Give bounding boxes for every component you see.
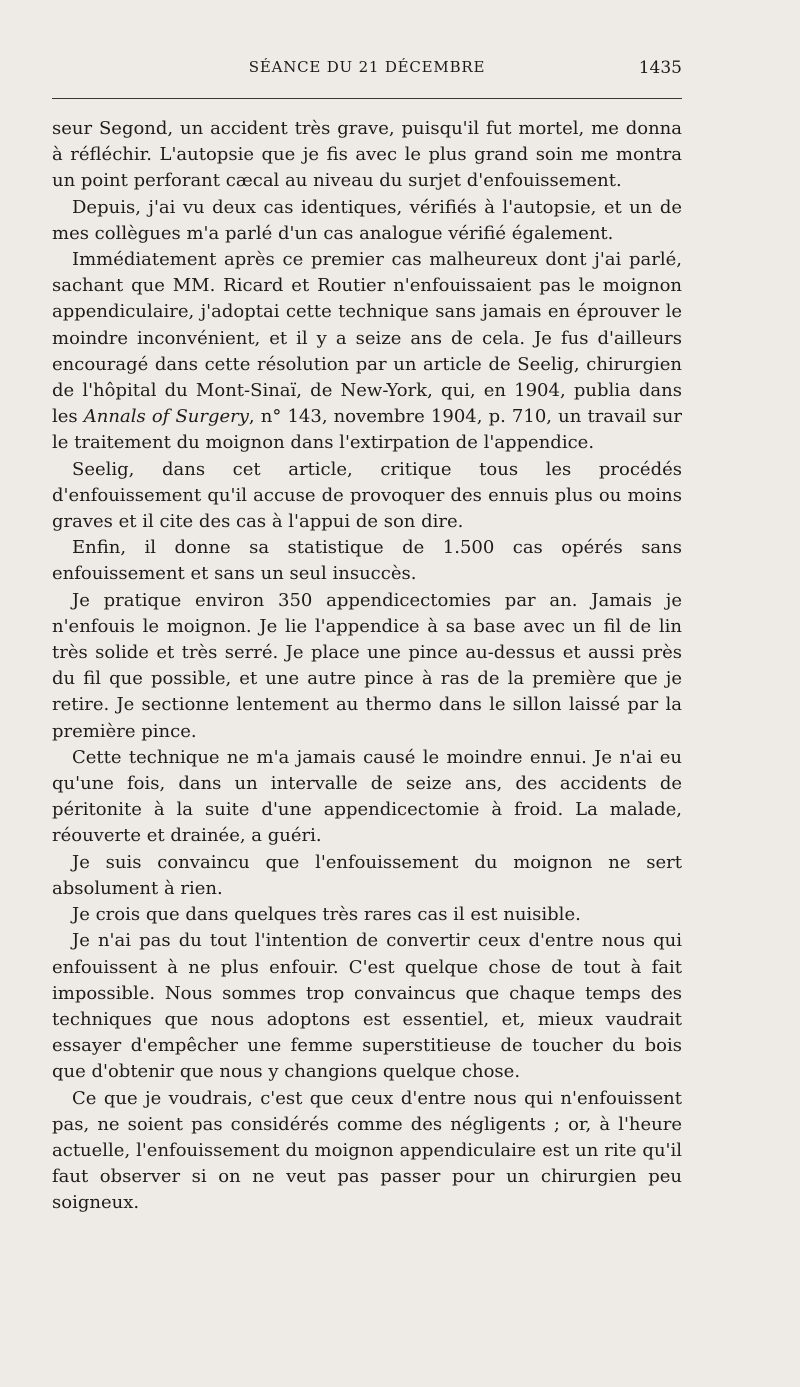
paragraph: Seelig, dans cet article, critique tous les procédés d'enfouissement qu'il accuse de provoquer des ennuis plus ou moins graves et il cite des cas à l'appui de son dire. (52, 458, 682, 533)
paragraph: Depuis, j'ai vu deux cas identiques, vérifiés à l'autopsie, et un de mes collègues m'a parlé d'un cas analogue vérifié également. (52, 196, 682, 244)
paragraph: Ce que je voudrais, c'est que ceux d'entre nous qui n'enfouissent pas, ne soient pas considérés comme des négligents ; or, à l'heure actuelle, l'enfouissement du moignon appendiculaire est un rite qu'il faut observer si on ne veut pas passer pour un chirurgien peu soigneux. (52, 1087, 682, 1214)
header-title: SÉANCE DU 21 DÉCEMBRE (248, 58, 486, 76)
body-text (52, 116, 682, 1217)
paragraph-text: , n° 143, novembre 1904, p. 710, un travail sur le traitement du moignon dans l'extirpation de l'appendice. (52, 406, 682, 454)
paragraph: Je suis convaincu que l'enfouissement du moignon ne sert absolument à rien. (52, 851, 682, 899)
paragraph-text: Immédiatement après ce premier cas malheureux dont j'ai parlé, sachant que MM. Ricard et Routier n'enfouissaient pas le moignon appendiculaire, j'adoptai cette technique sans jamais en éprouver le moindre inconvénient, et il y a seize ans de cela. Je fus d'ailleurs encouragé dans cette résolution par un article de Seelig, chirurgien de l'hôpital du Mont-Sinaï, de New-York, qui, en 1904, publia dans les (52, 249, 682, 428)
paragraph-continuation: seur Segond, un accident très grave, puisqu'il fut mortel, me donna à réfléchir. L'autopsie que je fis avec le plus grand soin me montra un point perforant cæcal au niveau du surjet d'enfouissement. (52, 118, 682, 192)
paragraph-seelig-reference (52, 247, 682, 457)
header-rule (52, 98, 682, 99)
paragraph: Cette technique ne m'a jamais causé le moindre ennui. Je n'ai eu qu'une fois, dans un intervalle de seize ans, des accidents de péritonite à la suite d'une appendicectomie à froid. La malade, réouverte et drainée, a guéri. (52, 746, 682, 847)
page-number: 1435 (638, 58, 682, 78)
running-header (52, 58, 682, 84)
paragraph: Enfin, il donne sa statistique de 1.500 cas opérés sans enfouissement et sans un seul insuccès. (52, 537, 682, 585)
journal-title: Annals of Surgery (83, 406, 249, 428)
paragraph: Je crois que dans quelques très rares cas il est nuisible. (72, 904, 581, 926)
paragraph: Je n'ai pas du tout l'intention de convertir ceux d'entre nous qui enfouissent à ne plus enfouir. C'est quelque chose de tout à fait impossible. Nous sommes trop convaincus que chaque temps des techniques que nous adoptons est essentiel, et, mieux vaudrait essayer d'empêcher une femme superstitieuse de toucher du bois que d'obtenir que nous y changions quelque chose. (52, 930, 682, 1083)
paragraph: Je pratique environ 350 appendicectomies par an. Jamais je n'enfouis le moignon. Je lie l'appendice à sa base avec un fil de lin très solide et très serré. Je place une pince au-dessus et aussi près du fil que possible, et une autre pince à ras de la première que je retire. Je sectionne lentement au thermo dans le sillon laissé par la première pince. (52, 589, 682, 742)
